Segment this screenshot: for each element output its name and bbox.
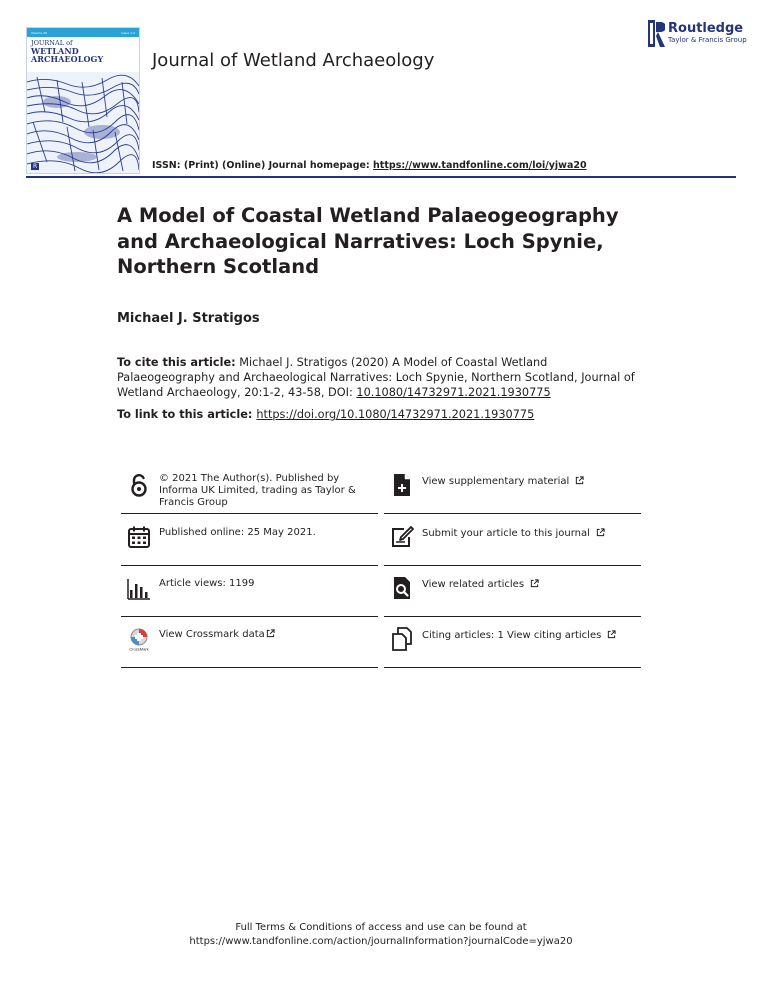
cover-illustration [27,72,139,173]
submit-link[interactable] [422,528,644,540]
cite-doi-link[interactable]: 10.1080/14732971.2021.1930775 [356,386,551,399]
crossmark-label: View Crossmark data [159,629,265,640]
journal-name[interactable]: Journal of Wetland Archaeology [152,50,435,71]
publisher-logo[interactable] [648,20,747,47]
external-link-icon [266,629,275,638]
article-views: Article views: 1199 [159,578,255,589]
citing-label: Citing articles: 1 View citing articles [422,630,602,641]
license-text: © 2021 The Author(s). Published by Informa UK Limited, trading as Taylor & Francis Group [159,473,356,509]
publisher-subtitle: Taylor & Francis Group [668,36,747,44]
header-divider [26,176,736,178]
crossmark-logo-text: CrossMark [129,646,149,651]
external-link-icon [596,528,605,537]
crossmark-icon [127,627,151,651]
link-label: To link to this article: [117,408,257,421]
cover-title [27,37,139,64]
article-title: A Model of Coastal Wetland Palaeogeography and Archaeological Narratives: Loch Spynie, Northern Scotland [117,204,619,278]
supplementary-link[interactable] [422,476,644,488]
issn-line [152,160,587,171]
views-cell [121,564,378,617]
citing-cell[interactable] [384,615,641,668]
cover-issue: Issue 1-2 [121,30,135,35]
article-doi-link[interactable]: https://doi.org/10.1080/14732971.2021.1930775 [256,408,535,421]
search-document-icon [390,576,414,600]
external-link-icon [575,476,584,485]
edit-document-icon [390,525,414,549]
article-author: Michael J. Stratigos [117,311,260,326]
publisher-name: Routledge [668,21,744,36]
related-label: View related articles [422,579,525,590]
citing-link[interactable] [422,630,644,642]
related-cell[interactable] [384,564,641,617]
footer-terms-text: Full Terms & Conditions of access and use can be found at [235,922,527,933]
cite-label: To cite this article: [117,356,236,369]
citing-documents-icon [390,627,414,651]
crossmark-cell[interactable] [121,615,378,668]
cite-text: Michael J. Stratigos (2020) A Model of Coastal Wetland Palaeogeography and Archaeological Narratives: Loch Spynie, Northern Scotland, Journal of Wetland Archaeology, 20:1-2, 43-58, DOI: [117,356,635,399]
issn-label: ISSN: (Print) (Online) Journal homepage: [152,160,374,171]
citation-block [117,355,642,400]
submit-label: Submit your article to this journal [422,528,590,539]
published-cell [121,513,378,566]
calendar-icon [127,525,151,549]
related-link[interactable] [422,579,644,591]
cover-publisher-mark: R [33,163,38,170]
submit-cell[interactable] [384,513,641,566]
supplementary-cell[interactable] [384,461,641,514]
routledge-logo-icon [648,20,665,47]
footer-terms-link[interactable]: https://www.tandfonline.com/action/journalInformation?journalCode=yjwa20 [189,935,573,947]
add-document-icon [390,473,414,497]
crossmark-link[interactable] [159,629,381,641]
journal-homepage-link[interactable]: https://www.tandfonline.com/loi/yjwa20 [373,160,587,171]
article-link-line [117,408,534,421]
external-link-icon [607,630,616,639]
bar-chart-icon [127,576,151,600]
supplementary-label: View supplementary material [422,476,570,487]
open-access-icon [127,473,151,497]
license-cell [121,461,378,514]
footer [0,921,762,948]
cover-band [27,28,139,37]
cover-volume: Volume 20 [31,30,47,35]
journal-cover-image [26,27,140,174]
external-link-icon [530,579,539,588]
published-date: Published online: 25 May 2021. [159,527,316,538]
cover-title-line2: WETLAND ARCHAEOLOGY [31,45,104,65]
cover-title-line1: JOURNAL of [31,39,73,47]
